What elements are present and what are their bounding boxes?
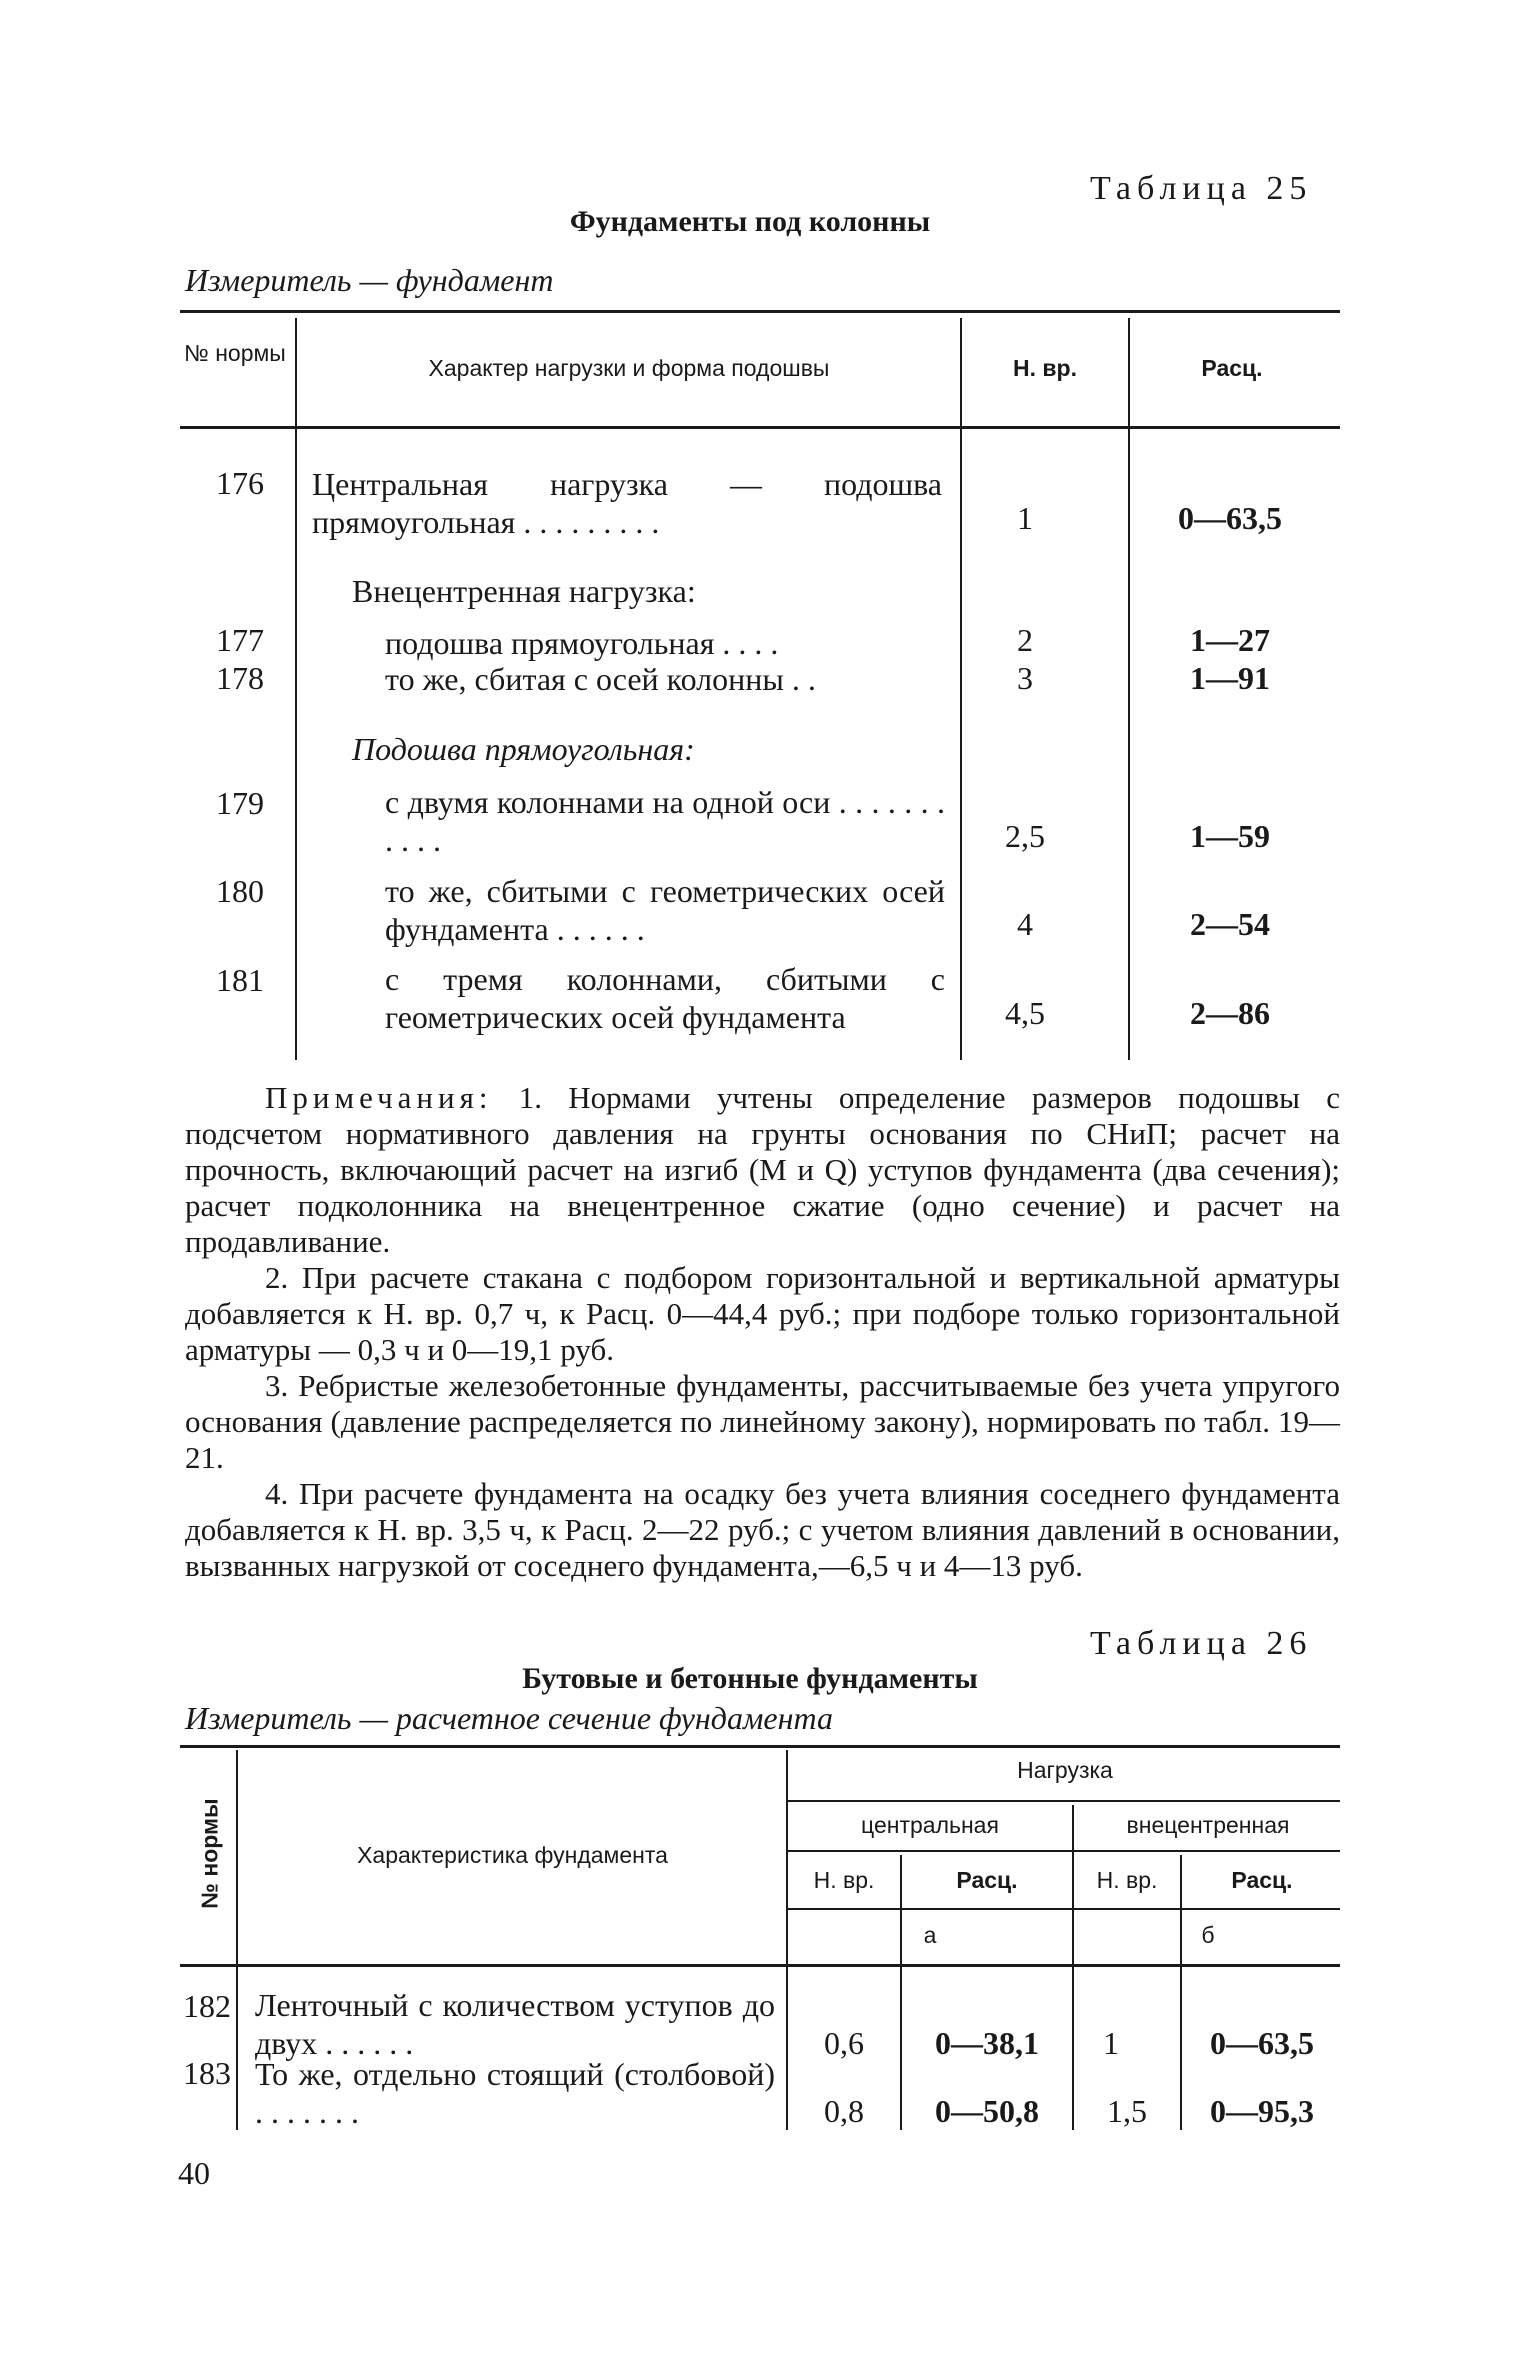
table-row-desc: с двумя колоннами на одной оси . . . . . . . . . . . — [385, 784, 945, 858]
col-header-num: № нормы — [196, 1798, 223, 1909]
note-1: 1. Нормами учтены определение размеров подошвы с подсчетом нормативного давления на грунты основания по СНиП; расчет на прочность, включающий расчет на изгиб (М и Q) уступов фундамента (два сечения); расчет подколонника на внецентренное сжатие (одно сечение) и расчет на продавливание. — [185, 1080, 1341, 1259]
table-row-num: 182 — [183, 1988, 231, 2024]
col-header-a-time: Н. вр. — [813, 1867, 875, 1893]
table-row-desc: то же, сбитыми с геометрических осей фундамента . . . . . . — [385, 873, 945, 947]
table-row-cost: 2—86 — [1190, 995, 1270, 1031]
table-26-label: Таблица 26 — [1090, 1625, 1313, 1662]
table-row-a-time: 0,6 — [824, 2025, 864, 2061]
table-25-title: Фундаменты под колонны — [569, 205, 931, 238]
table-row-b-time: 1,5 — [1107, 2093, 1147, 2129]
notes-heading: Примечания: — [265, 1080, 493, 1115]
col-header-desc: Характеристика фундамента — [357, 1842, 668, 1868]
table-row-desc: с тремя колоннами, сбитыми с геометрических осей фундамента — [385, 961, 945, 1035]
table-row-cost: 0—63,5 — [1178, 500, 1282, 536]
table-row-desc: То же, отдельно стоящий (столбовой) . . . . . . . — [255, 2056, 775, 2130]
table-row-desc: Центральная нагрузка — подошва прямоугольная . . . . . . . . . — [312, 466, 942, 540]
table-row-time: 1 — [1017, 500, 1033, 536]
col-header-eccentric: внецентренная — [1126, 1812, 1290, 1838]
table-row-cost: 1—59 — [1190, 818, 1270, 854]
table-row-time: 3 — [1017, 660, 1033, 696]
col-header-a: а — [923, 1922, 937, 1948]
table-row-time: 2,5 — [1005, 818, 1045, 854]
table-row-a-cost: 0—38,1 — [935, 2025, 1039, 2061]
note-3: 3. Ребристые железобетонные фундаменты, рассчитываемые без учета упругого основания (давление распределяется по линейному закону), нормировать по табл. 19—21. — [185, 1368, 1340, 1475]
col-header-desc: Характер нагрузки и форма подошвы — [428, 355, 830, 381]
table-row-desc: Ленточный с количеством уступов до двух . . . . . . — [255, 1987, 775, 2061]
table-row-b-time: 1 — [1103, 2025, 1119, 2061]
table-26-measure: Измеритель — расчетное сечение фундамента — [185, 1700, 833, 1736]
table-row-num: 181 — [216, 962, 264, 998]
col-header-cost: Расц. — [1201, 355, 1263, 381]
col-header-a-cost: Расц. — [956, 1867, 1018, 1893]
table-25-measure: Измеритель — фундамент — [185, 262, 554, 298]
table-row-desc: то же, сбитая с осей колонны . . — [385, 661, 816, 697]
table-row-desc: подошва прямоугольная . . . . — [385, 625, 779, 661]
table-row-num: 178 — [216, 660, 264, 696]
table-25-label: Таблица 25 — [1090, 170, 1313, 207]
col-header-b-cost: Расц. — [1231, 1867, 1293, 1893]
table-row-b-cost: 0—95,3 — [1210, 2093, 1314, 2129]
table-row-num: 179 — [216, 785, 264, 821]
note-4: 4. При расчете фундамента на осадку без учета влияния соседнего фундамента добавляется к Н. вр. 3,5 ч, к Расц. 2—22 руб.; с учетом влияния давлений в основании, вызванных нагрузкой от соседнего фундамента,—6,5 ч и 4—13 руб. — [185, 1476, 1340, 1583]
table-row-time: 2 — [1017, 622, 1033, 658]
table-row-num: 183 — [183, 2055, 231, 2091]
col-header-b-time: Н. вр. — [1096, 1867, 1158, 1893]
table-row-num: 176 — [216, 465, 264, 501]
col-header-num: № нормы — [184, 340, 286, 366]
table-row-b-cost: 0—63,5 — [1210, 2025, 1314, 2061]
table-row-num: 177 — [216, 622, 264, 658]
col-header-central: центральная — [861, 1812, 999, 1838]
table-row-a-cost: 0—50,8 — [935, 2093, 1039, 2129]
note-2: 2. При расчете стакана с подбором горизонтальной и вертикальной арматуры добавляется к Н. вр. 0,7 ч, к Расц. 0—44,4 руб.; при подборе только горизонтальной арматуры — 0,3 ч и 0—19,1 руб. — [185, 1260, 1340, 1367]
table-row-cost: 2—54 — [1190, 906, 1270, 942]
table-row-a-time: 0,8 — [824, 2093, 864, 2129]
group-label: Подошва прямоугольная: — [352, 731, 695, 767]
table-row-time: 4 — [1017, 906, 1033, 942]
col-header-time: Н. вр. — [1013, 355, 1077, 381]
group-label: Внецентренная нагрузка: — [352, 573, 696, 609]
table-row-num: 180 — [216, 873, 264, 909]
col-header-load: Нагрузка — [1017, 1757, 1113, 1783]
table-row-cost: 1—91 — [1190, 660, 1270, 696]
table-26-title: Бутовые и бетонные фундаменты — [522, 1662, 978, 1695]
table-row-cost: 1—27 — [1190, 622, 1270, 658]
page-number: 40 — [178, 2155, 210, 2191]
notes-block — [185, 1080, 1340, 1584]
col-header-b: б — [1201, 1922, 1215, 1948]
table-row-time: 4,5 — [1005, 995, 1045, 1031]
